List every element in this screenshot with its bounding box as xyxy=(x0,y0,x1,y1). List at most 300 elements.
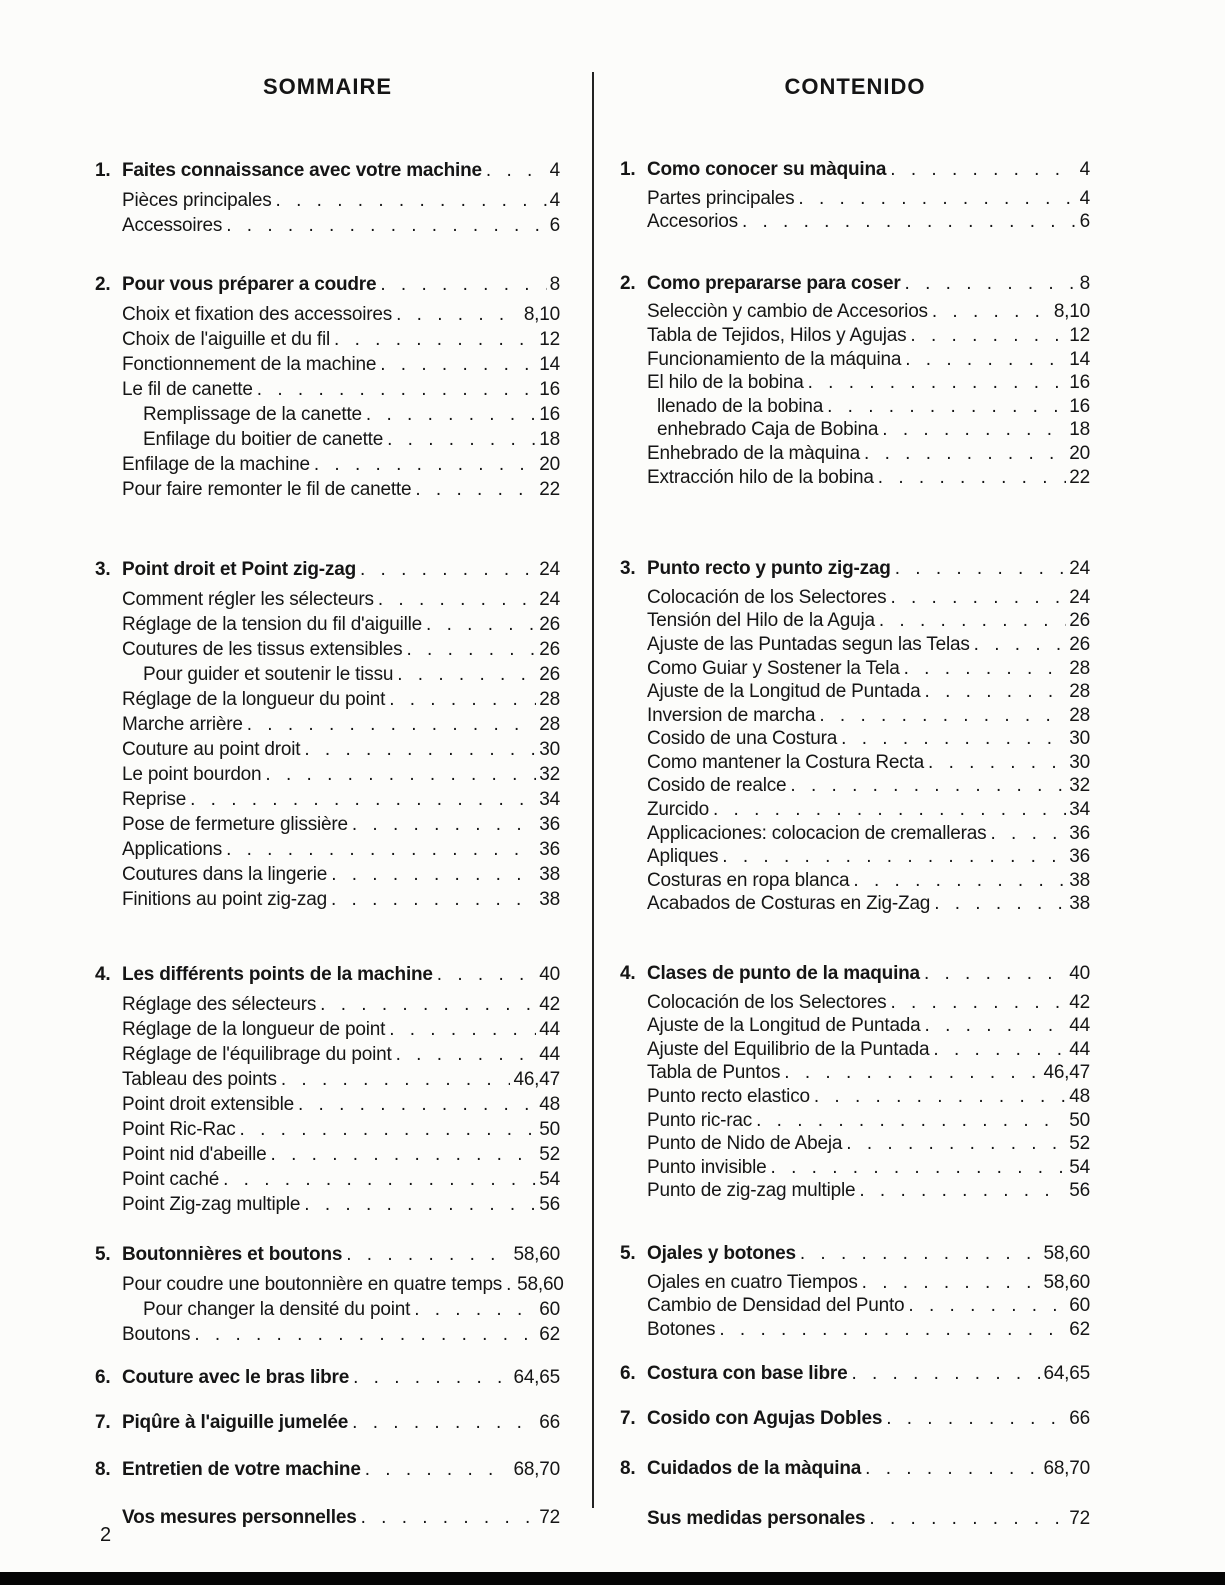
section-title: Entretien de votre machine xyxy=(122,1459,361,1480)
section-number: 1. xyxy=(95,160,111,181)
column-divider xyxy=(592,72,594,1508)
section-number: 3. xyxy=(95,559,111,580)
section-page-number: 8 xyxy=(1079,272,1090,294)
entry-page-number: 58,60 xyxy=(1043,1271,1090,1293)
dot-leader xyxy=(878,466,1066,490)
entry-page-number: 14 xyxy=(539,354,560,375)
toc-section xyxy=(95,272,560,502)
section-number: 5. xyxy=(95,1244,111,1265)
dot-leader xyxy=(276,188,547,213)
dot-leader xyxy=(827,395,1066,419)
entry-label: Réglage de la longueur de point xyxy=(122,1019,386,1040)
section-title: Boutonnières et boutons xyxy=(122,1244,343,1265)
toc-entry xyxy=(95,1167,560,1192)
dot-leader xyxy=(890,586,1066,610)
toc-entry xyxy=(95,812,560,837)
entry-label: Tabla de Tejidos, Hilos y Agujas xyxy=(647,324,907,346)
entry-page-number: 28 xyxy=(1069,681,1090,703)
entry-page-number: 46,47 xyxy=(513,1069,560,1090)
toc-entry xyxy=(95,1017,560,1042)
entry-page-number: 22 xyxy=(539,479,560,500)
dot-leader xyxy=(722,845,1066,869)
dot-leader xyxy=(934,892,1066,916)
section-title: Point droit et Point zig-zag xyxy=(122,559,356,580)
entry-page-number: 22 xyxy=(1069,466,1090,488)
toc-entry xyxy=(620,845,1090,869)
toc-section xyxy=(620,1407,1090,1431)
toc-entry xyxy=(95,762,560,787)
toc-entry xyxy=(95,327,560,352)
entry-page-number: 44 xyxy=(539,1044,560,1065)
dot-leader xyxy=(859,1179,1066,1203)
entry-page-number: 26 xyxy=(539,664,560,685)
toc-section xyxy=(620,557,1090,916)
toc-entry xyxy=(95,1042,560,1067)
entry-label: Punto ric-rac xyxy=(647,1109,753,1131)
entry-page-number: 6 xyxy=(1079,211,1090,233)
entry-page-number: 28 xyxy=(539,714,560,735)
entry-page-number: 16 xyxy=(539,404,560,425)
toc-entry xyxy=(620,1109,1090,1133)
dot-leader xyxy=(800,1242,1041,1266)
toc-entry xyxy=(620,798,1090,822)
dot-leader xyxy=(257,377,537,402)
entry-page-number: 48 xyxy=(539,1094,560,1115)
entry-page-number: 36 xyxy=(1069,846,1090,868)
entry-label: Choix de l'aiguille et du fil xyxy=(122,329,331,350)
section-number: 7. xyxy=(620,1407,636,1429)
toc-section xyxy=(620,1457,1090,1481)
toc-entry xyxy=(95,587,560,612)
toc-entry xyxy=(95,837,560,862)
entry-page-number: 32 xyxy=(539,764,560,785)
entry-page-number: 52 xyxy=(539,1144,560,1165)
section-title: Costura con base libre xyxy=(647,1363,848,1385)
entry-label: Réglage des sélecteurs xyxy=(122,994,317,1015)
dot-leader xyxy=(905,348,1066,372)
dot-leader xyxy=(247,712,537,737)
entry-label: Punto de Nido de Abeja xyxy=(647,1133,843,1155)
toc-title-french: SOMMAIRE xyxy=(263,74,392,99)
entry-label: Como mantener la Costura Recta xyxy=(647,751,925,773)
section-page-number: 66 xyxy=(539,1412,560,1433)
entry-page-number: 26 xyxy=(539,639,560,660)
entry-label: Ajuste del Equilibrio de la Puntada xyxy=(647,1038,930,1060)
section-title: Clases de punto de la maquina xyxy=(647,963,920,985)
toc-entry xyxy=(620,727,1090,751)
entry-label: Coutures dans la lingerie xyxy=(122,864,328,885)
entry-label: Remplissage de la canette xyxy=(143,404,362,425)
dot-leader xyxy=(905,272,1077,296)
dot-leader xyxy=(223,1167,536,1192)
dot-leader xyxy=(271,1142,537,1167)
dot-leader xyxy=(713,798,1066,822)
dot-leader xyxy=(895,557,1067,581)
toc-entry xyxy=(620,991,1090,1015)
entry-page-number: 8,10 xyxy=(523,304,560,325)
entry-page-number: 60 xyxy=(539,1299,560,1320)
toc-entry xyxy=(620,633,1090,657)
toc-entry xyxy=(620,892,1090,916)
toc-entry xyxy=(95,1192,560,1217)
dot-leader xyxy=(331,862,536,887)
entry-label: Enfilage de la machine xyxy=(122,454,310,475)
toc-entry xyxy=(95,213,560,238)
toc-entry xyxy=(620,774,1090,798)
toc-entry xyxy=(95,992,560,1017)
dot-leader xyxy=(890,991,1066,1015)
toc-entry xyxy=(95,1272,564,1297)
section-page-number: 24 xyxy=(539,559,560,580)
dot-leader xyxy=(426,612,536,637)
dot-leader xyxy=(304,1192,536,1217)
section-number: 4. xyxy=(95,964,111,985)
toc-entry xyxy=(95,1067,560,1092)
toc-entry xyxy=(95,687,560,712)
toc-entry xyxy=(95,302,560,327)
dot-leader xyxy=(194,1322,536,1347)
dot-leader xyxy=(819,704,1066,728)
section-page-number: 68,70 xyxy=(513,1459,560,1480)
dot-leader xyxy=(890,158,1076,182)
toc-entry xyxy=(95,612,560,637)
dot-leader xyxy=(314,452,536,477)
dot-leader xyxy=(974,633,1067,657)
toc-sections xyxy=(95,158,564,1535)
toc-entry xyxy=(620,300,1090,324)
toc-entry xyxy=(95,662,560,687)
toc-entry xyxy=(95,712,560,737)
dot-leader xyxy=(862,1271,1041,1295)
toc-section-header xyxy=(620,1457,1090,1481)
entry-label: Reprise xyxy=(122,789,187,810)
entry-page-number: 26 xyxy=(1069,633,1090,655)
toc-entry xyxy=(620,680,1090,704)
section-page-number: 64,65 xyxy=(513,1367,560,1388)
entry-label: Cosido de realce xyxy=(647,775,787,797)
entry-label: Cambio de Densidad del Punto xyxy=(647,1295,905,1317)
toc-entry xyxy=(620,1014,1090,1038)
section-page-number: 68,70 xyxy=(1043,1457,1090,1479)
toc-section xyxy=(95,1505,560,1530)
section-number: 4. xyxy=(620,963,636,985)
dot-leader xyxy=(925,1014,1067,1038)
toc-entry xyxy=(620,704,1090,728)
toc-entry xyxy=(95,862,560,887)
entry-page-number: 44 xyxy=(1069,1015,1090,1037)
toc-entry xyxy=(620,1132,1090,1156)
entry-label: Applicaciones: colocacion de cremalleras xyxy=(647,822,987,844)
toc-section-header xyxy=(95,1365,560,1390)
dot-leader xyxy=(414,1297,536,1322)
entry-page-number: 16 xyxy=(1069,395,1090,417)
toc-entry xyxy=(620,395,1090,419)
dot-leader xyxy=(240,1117,537,1142)
dot-leader xyxy=(904,657,1067,681)
toc-section-header xyxy=(95,962,560,987)
toc-entry xyxy=(620,210,1090,234)
entry-page-number: 28 xyxy=(1069,657,1090,679)
dot-leader xyxy=(864,442,1066,466)
entry-page-number: 38 xyxy=(539,864,560,885)
entry-page-number: 18 xyxy=(1069,419,1090,441)
entry-page-number: 46,47 xyxy=(1043,1062,1090,1084)
dot-leader xyxy=(190,787,536,812)
dot-leader xyxy=(415,477,536,502)
entry-label: Acabados de Costuras en Zig-Zag xyxy=(647,893,931,915)
section-page-number: 4 xyxy=(1079,159,1090,180)
entry-page-number: 54 xyxy=(1069,1156,1090,1178)
toc-section-header xyxy=(620,1362,1090,1386)
toc-entry xyxy=(95,637,560,662)
page-number: 2 xyxy=(100,1524,111,1546)
dot-leader xyxy=(990,822,1066,846)
toc-section-header xyxy=(95,1457,560,1482)
toc-entry xyxy=(620,466,1090,490)
entry-label: Costuras en ropa blanca xyxy=(647,869,850,891)
dot-leader xyxy=(353,1365,510,1390)
toc-section-header xyxy=(95,158,560,183)
dot-leader xyxy=(304,737,536,762)
entry-label: Réglage de l'équilibrage du point xyxy=(122,1044,392,1065)
entry-page-number: 12 xyxy=(539,329,560,350)
toc-section-header xyxy=(620,962,1090,986)
toc-section xyxy=(95,1365,560,1390)
section-page-number: 66 xyxy=(1069,1407,1090,1429)
section-number: 6. xyxy=(620,1363,636,1385)
entry-page-number: 60 xyxy=(1069,1295,1090,1317)
section-title: Piqûre à l'aiguille jumelée xyxy=(122,1412,349,1433)
toc-section xyxy=(620,158,1090,234)
toc-entry xyxy=(95,1297,560,1322)
entry-page-number: 38 xyxy=(1069,869,1090,891)
entry-page-number: 16 xyxy=(539,379,560,400)
entry-page-number: 62 xyxy=(1069,1318,1090,1340)
entry-page-number: 36 xyxy=(1069,822,1090,844)
dot-leader xyxy=(397,662,536,687)
section-title: Couture avec le bras libre xyxy=(122,1367,350,1388)
dot-leader xyxy=(869,1507,1066,1531)
entry-label: Fonctionnement de la machine xyxy=(122,354,377,375)
dot-leader xyxy=(389,687,536,712)
entry-label: Pose de fermeture glissière xyxy=(122,814,348,835)
toc-section-header xyxy=(95,1242,560,1267)
toc-section-header xyxy=(620,158,1090,182)
entry-page-number: 62 xyxy=(539,1324,560,1345)
section-page-number: 72 xyxy=(1069,1508,1090,1530)
entry-page-number: 24 xyxy=(539,589,560,610)
entry-page-number: 12 xyxy=(1069,324,1090,346)
section-number: 2. xyxy=(95,274,111,295)
dot-leader xyxy=(378,587,536,612)
entry-label: Réglage de la longueur du point xyxy=(122,689,386,710)
dot-leader xyxy=(346,1242,510,1267)
section-page-number: 58,60 xyxy=(513,1244,560,1265)
entry-page-number: 28 xyxy=(1069,704,1090,726)
section-page-number: 40 xyxy=(539,964,560,985)
dot-leader xyxy=(365,1457,511,1482)
entry-page-number: 30 xyxy=(539,739,560,760)
scan-edge-bar xyxy=(0,1572,1225,1585)
toc-entry xyxy=(95,377,560,402)
toc-entry xyxy=(95,188,560,213)
entry-page-number: 4 xyxy=(1079,187,1090,209)
toc-entry xyxy=(620,657,1090,681)
toc-entry xyxy=(620,1318,1090,1342)
dot-leader xyxy=(808,371,1067,395)
entry-label: Point nid d'abeille xyxy=(122,1144,267,1165)
entry-page-number: 26 xyxy=(539,614,560,635)
entry-label: Colocación de los Selectores xyxy=(647,586,887,608)
dot-leader xyxy=(928,751,1066,775)
toc-section xyxy=(95,557,560,912)
toc-column-spanish xyxy=(620,0,1090,1585)
toc-section xyxy=(95,1410,560,1435)
entry-page-number: 56 xyxy=(1069,1180,1090,1202)
toc-entry xyxy=(620,418,1090,442)
entry-label: Partes principales xyxy=(647,187,795,209)
toc-entry xyxy=(620,822,1090,846)
entry-label: Couture au point droit xyxy=(122,739,301,760)
entry-page-number: 26 xyxy=(1069,610,1090,632)
entry-page-number: 42 xyxy=(1069,991,1090,1013)
toc-entry xyxy=(95,887,560,912)
section-title: Como prepararse para coser xyxy=(647,272,901,294)
entry-page-number: 18 xyxy=(539,429,560,450)
entry-page-number: 36 xyxy=(539,839,560,860)
entry-label: Punto de zig-zag multiple xyxy=(647,1180,856,1202)
toc-section-header xyxy=(620,1407,1090,1431)
entry-label: Enhebrado de la màquina xyxy=(647,442,861,464)
dot-leader xyxy=(886,1407,1066,1431)
dot-leader xyxy=(298,1092,536,1117)
entry-label: Point Zig-zag multiple xyxy=(122,1194,301,1215)
entry-label: Applications xyxy=(122,839,223,860)
dot-leader xyxy=(932,300,1051,324)
toc-entry xyxy=(620,1294,1090,1318)
entry-page-number: 50 xyxy=(1069,1109,1090,1131)
toc-entry xyxy=(95,477,560,502)
toc-section xyxy=(620,1242,1090,1341)
toc-entry xyxy=(620,324,1090,348)
toc-entry xyxy=(620,1179,1090,1203)
entry-label: Zurcido xyxy=(647,799,709,821)
entry-label: El hilo de la bobina xyxy=(647,372,804,394)
section-title: Punto recto y punto zig-zag xyxy=(647,558,891,580)
toc-entry xyxy=(620,1038,1090,1062)
entry-label: Accesorios xyxy=(647,211,738,233)
dot-leader xyxy=(790,774,1066,798)
dot-leader xyxy=(851,1362,1040,1386)
dot-leader xyxy=(846,1132,1066,1156)
dot-leader xyxy=(320,992,536,1017)
entry-label: Cosido de una Costura xyxy=(647,728,838,750)
dot-leader xyxy=(265,762,536,787)
dot-leader xyxy=(933,1038,1066,1062)
entry-label: Le point bourdon xyxy=(122,764,262,785)
toc-entry xyxy=(620,869,1090,893)
dot-leader xyxy=(908,1294,1066,1318)
dot-leader xyxy=(742,210,1077,234)
entry-label: Ojales en cuatro Tiempos xyxy=(647,1271,858,1293)
entry-label: Choix et fixation des accessoires xyxy=(122,304,393,325)
entry-page-number: 52 xyxy=(1069,1133,1090,1155)
entry-label: Inversion de marcha xyxy=(647,704,816,726)
toc-entry xyxy=(620,187,1090,211)
section-title: Vos mesures personnelles xyxy=(122,1507,357,1528)
entry-page-number: 20 xyxy=(539,454,560,475)
section-title: Sus medidas personales xyxy=(647,1508,866,1530)
dot-leader xyxy=(396,1042,537,1067)
entry-page-number: 34 xyxy=(539,789,560,810)
toc-section-header xyxy=(620,1507,1090,1531)
entry-label: Apliques xyxy=(647,846,719,868)
section-page-number: 24 xyxy=(1069,558,1090,580)
toc-entry xyxy=(95,737,560,762)
section-title: Ojales y botones xyxy=(647,1242,796,1264)
toc-section xyxy=(95,1457,560,1482)
section-page-number: 64,65 xyxy=(1043,1363,1090,1385)
toc-section-header xyxy=(620,272,1090,296)
dot-leader xyxy=(437,962,536,987)
entry-page-number: 54 xyxy=(539,1169,560,1190)
toc-entry xyxy=(620,1061,1090,1085)
toc-section xyxy=(620,1507,1090,1531)
dot-leader xyxy=(771,1156,1067,1180)
entry-page-number: 50 xyxy=(539,1119,560,1140)
section-number: 7. xyxy=(95,1412,111,1433)
entry-label: Accessoires xyxy=(122,215,223,236)
entry-page-number: 14 xyxy=(1069,348,1090,370)
section-number: 8. xyxy=(95,1459,111,1480)
toc-entry xyxy=(95,787,560,812)
dot-leader xyxy=(352,1410,536,1435)
dot-leader xyxy=(798,187,1076,211)
entry-page-number: 16 xyxy=(1069,372,1090,394)
dot-leader xyxy=(879,609,1066,633)
toc-entry xyxy=(620,442,1090,466)
entry-label: Como Guiar y Sostener la Tela xyxy=(647,657,900,679)
entry-label: Enfilage du boitier de canette xyxy=(143,429,384,450)
dot-leader xyxy=(814,1085,1066,1109)
dot-leader xyxy=(719,1318,1066,1342)
entry-page-number: 32 xyxy=(1069,775,1090,797)
dot-leader xyxy=(910,324,1066,348)
toc-section xyxy=(620,962,1090,1203)
toc-entry xyxy=(620,348,1090,372)
dot-leader xyxy=(925,680,1067,704)
toc-section-header xyxy=(95,557,560,582)
entry-label: Point Ric-Rac xyxy=(122,1119,236,1140)
entry-label: Punto invisible xyxy=(647,1156,767,1178)
entry-page-number: 6 xyxy=(549,215,560,236)
entry-label: Ajuste de la Longitud de Puntada xyxy=(647,1015,921,1037)
entry-label: Point caché xyxy=(122,1169,220,1190)
toc-section-header xyxy=(620,1242,1090,1266)
toc-entry xyxy=(95,1117,560,1142)
dot-leader xyxy=(865,1457,1040,1481)
entry-label: Colocación de los Selectores xyxy=(647,991,887,1013)
toc-section xyxy=(95,962,560,1217)
entry-label: Boutons xyxy=(122,1324,191,1345)
entry-page-number: 44 xyxy=(539,1019,560,1040)
toc-entry xyxy=(95,1142,560,1167)
section-title: Les différents points de la machine xyxy=(122,964,433,985)
dot-leader xyxy=(360,557,536,582)
entry-label: enhebrado Caja de Bobina xyxy=(657,419,879,441)
dot-leader xyxy=(380,352,536,377)
entry-page-number: 38 xyxy=(539,889,560,910)
